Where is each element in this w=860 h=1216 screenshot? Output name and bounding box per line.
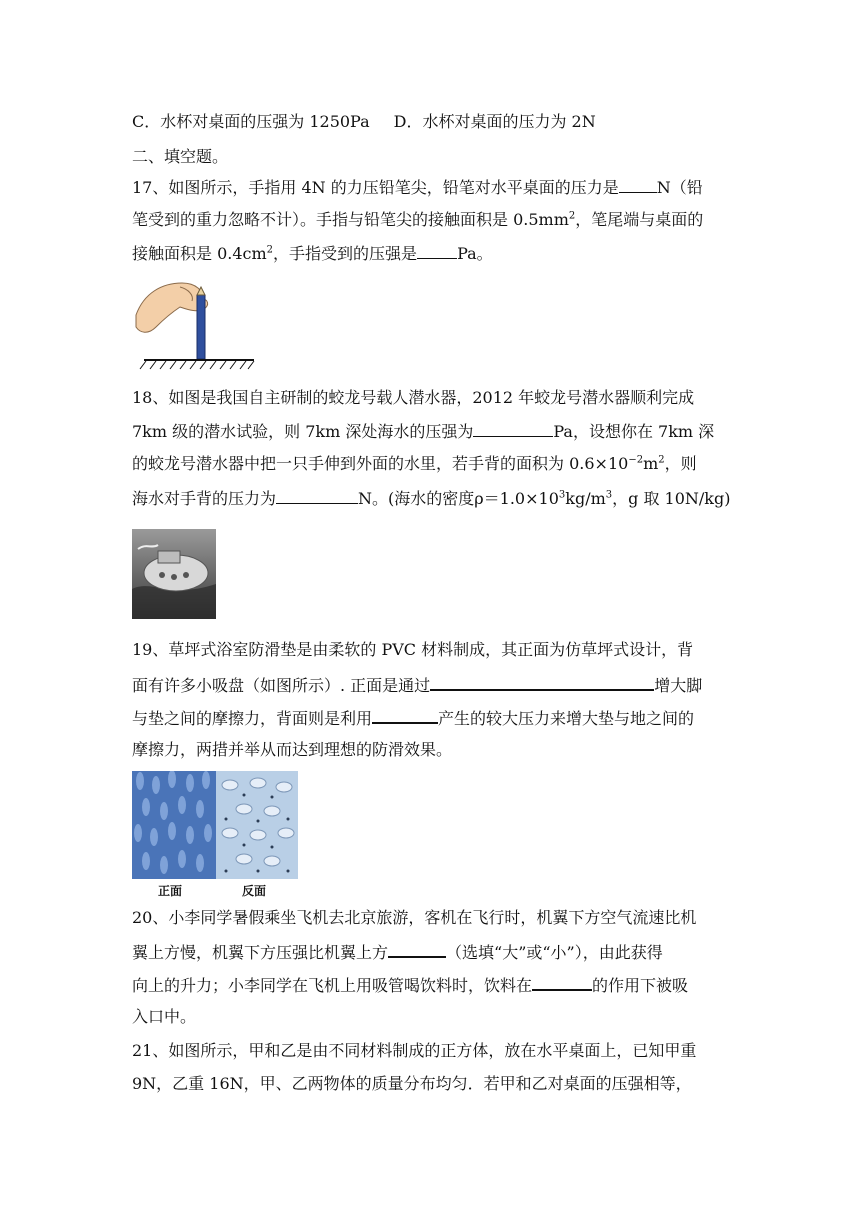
q19-line-1: 19、草坪式浴室防滑垫是由柔软的 PVC 材料制成，其正面为仿草坪式设计，背 bbox=[132, 640, 694, 659]
option-c: C．水杯对桌面的压强为 1250Pa bbox=[132, 112, 370, 131]
q21-line-2: 9N，乙重 16N，甲、乙两物体的质量分布均匀．若甲和乙对桌面的压强相等， bbox=[132, 1074, 692, 1093]
q19-line-3: 与垫之间的摩擦力，背面则是利用 产生的较大压力来增大垫与地之间的 bbox=[132, 709, 695, 728]
q20-line-3: 向上的升力；小李同学在飞机上用吸管喝饮料时，饮料在 的作用下被吸 bbox=[132, 976, 689, 995]
q17-line-2: 笔受到的重力忽略不计）。手指与铅笔尖的接触面积是 $0.5mm^2$，笔尾端与桌面的 bbox=[132, 210, 704, 229]
q18-line-2: 7km 级的潜水试验，则 7km 深处海水的压强为 Pa，设想你在 7km 深 bbox=[132, 422, 715, 441]
q20-blank-1[interactable] bbox=[388, 941, 446, 958]
q17-line-3: 接触面积是 $0.4cm^2$，手指受到的压强是 Pa。 bbox=[132, 244, 493, 263]
q20-blank-2[interactable] bbox=[532, 974, 592, 991]
option-d: D．水杯对桌面的压力为 2N bbox=[393, 112, 596, 131]
q20-line-1: 20、小李同学暑假乘坐飞机去北京旅游，客机在飞行时，机翼下方空气流速比机 bbox=[132, 908, 697, 927]
q20-line-2: 翼上方慢，机翼下方压强比机翼上方 （选填“大”或“小”），由此获得 bbox=[132, 943, 663, 962]
q18-line-4: 海水对手背的压力为 N。(海水的密度$\rho=1.0\times 10^3kg/m^3$，g 取 10N/kg) bbox=[132, 489, 731, 508]
mat-front-photo bbox=[132, 771, 216, 879]
q17-blank-2[interactable] bbox=[417, 243, 457, 259]
options-line bbox=[132, 112, 596, 132]
caption-back: 反面 bbox=[242, 884, 267, 898]
q17-blank-1[interactable] bbox=[619, 177, 657, 193]
finger-pencil-figure bbox=[134, 275, 258, 371]
q18-line-3: 的蛟龙号潜水器中把一只手伸到外面的水里，若手背的面积为 $0.6\times 10^{-2}m^2$，则 bbox=[132, 454, 697, 473]
mat-back-photo bbox=[216, 771, 298, 879]
section-title: 二、填空题。 bbox=[132, 147, 229, 166]
q18-line-1: 18、如图是我国自主研制的蛟龙号载人潜水器，2012 年蛟龙号潜水器顺利完成 bbox=[132, 388, 695, 407]
q19-line-4: 摩擦力，两措并举从而达到理想的防滑效果。 bbox=[132, 740, 453, 759]
q19-blank-2[interactable] bbox=[372, 707, 438, 724]
q20-line-4: 入口中。 bbox=[132, 1007, 197, 1026]
q18-blank-1[interactable] bbox=[473, 421, 553, 437]
q19-line-2: 面有许多小吸盘（如图所示）. 正面是通过 增大脚 bbox=[132, 676, 703, 695]
q18-blank-2[interactable] bbox=[276, 488, 358, 504]
q17-line-1: 17、如图所示，手指用 4N 的力压铅笔尖，铅笔对水平桌面的压力是 N（铅 bbox=[132, 178, 703, 197]
caption-front: 正面 bbox=[158, 884, 183, 898]
q21-line-1: 21、如图所示，甲和乙是由不同材料制成的正方体，放在水平桌面上，已知甲重 bbox=[132, 1041, 697, 1060]
submersible-photo bbox=[132, 529, 216, 619]
q19-blank-1[interactable] bbox=[430, 674, 654, 691]
pencil-body bbox=[197, 295, 205, 359]
